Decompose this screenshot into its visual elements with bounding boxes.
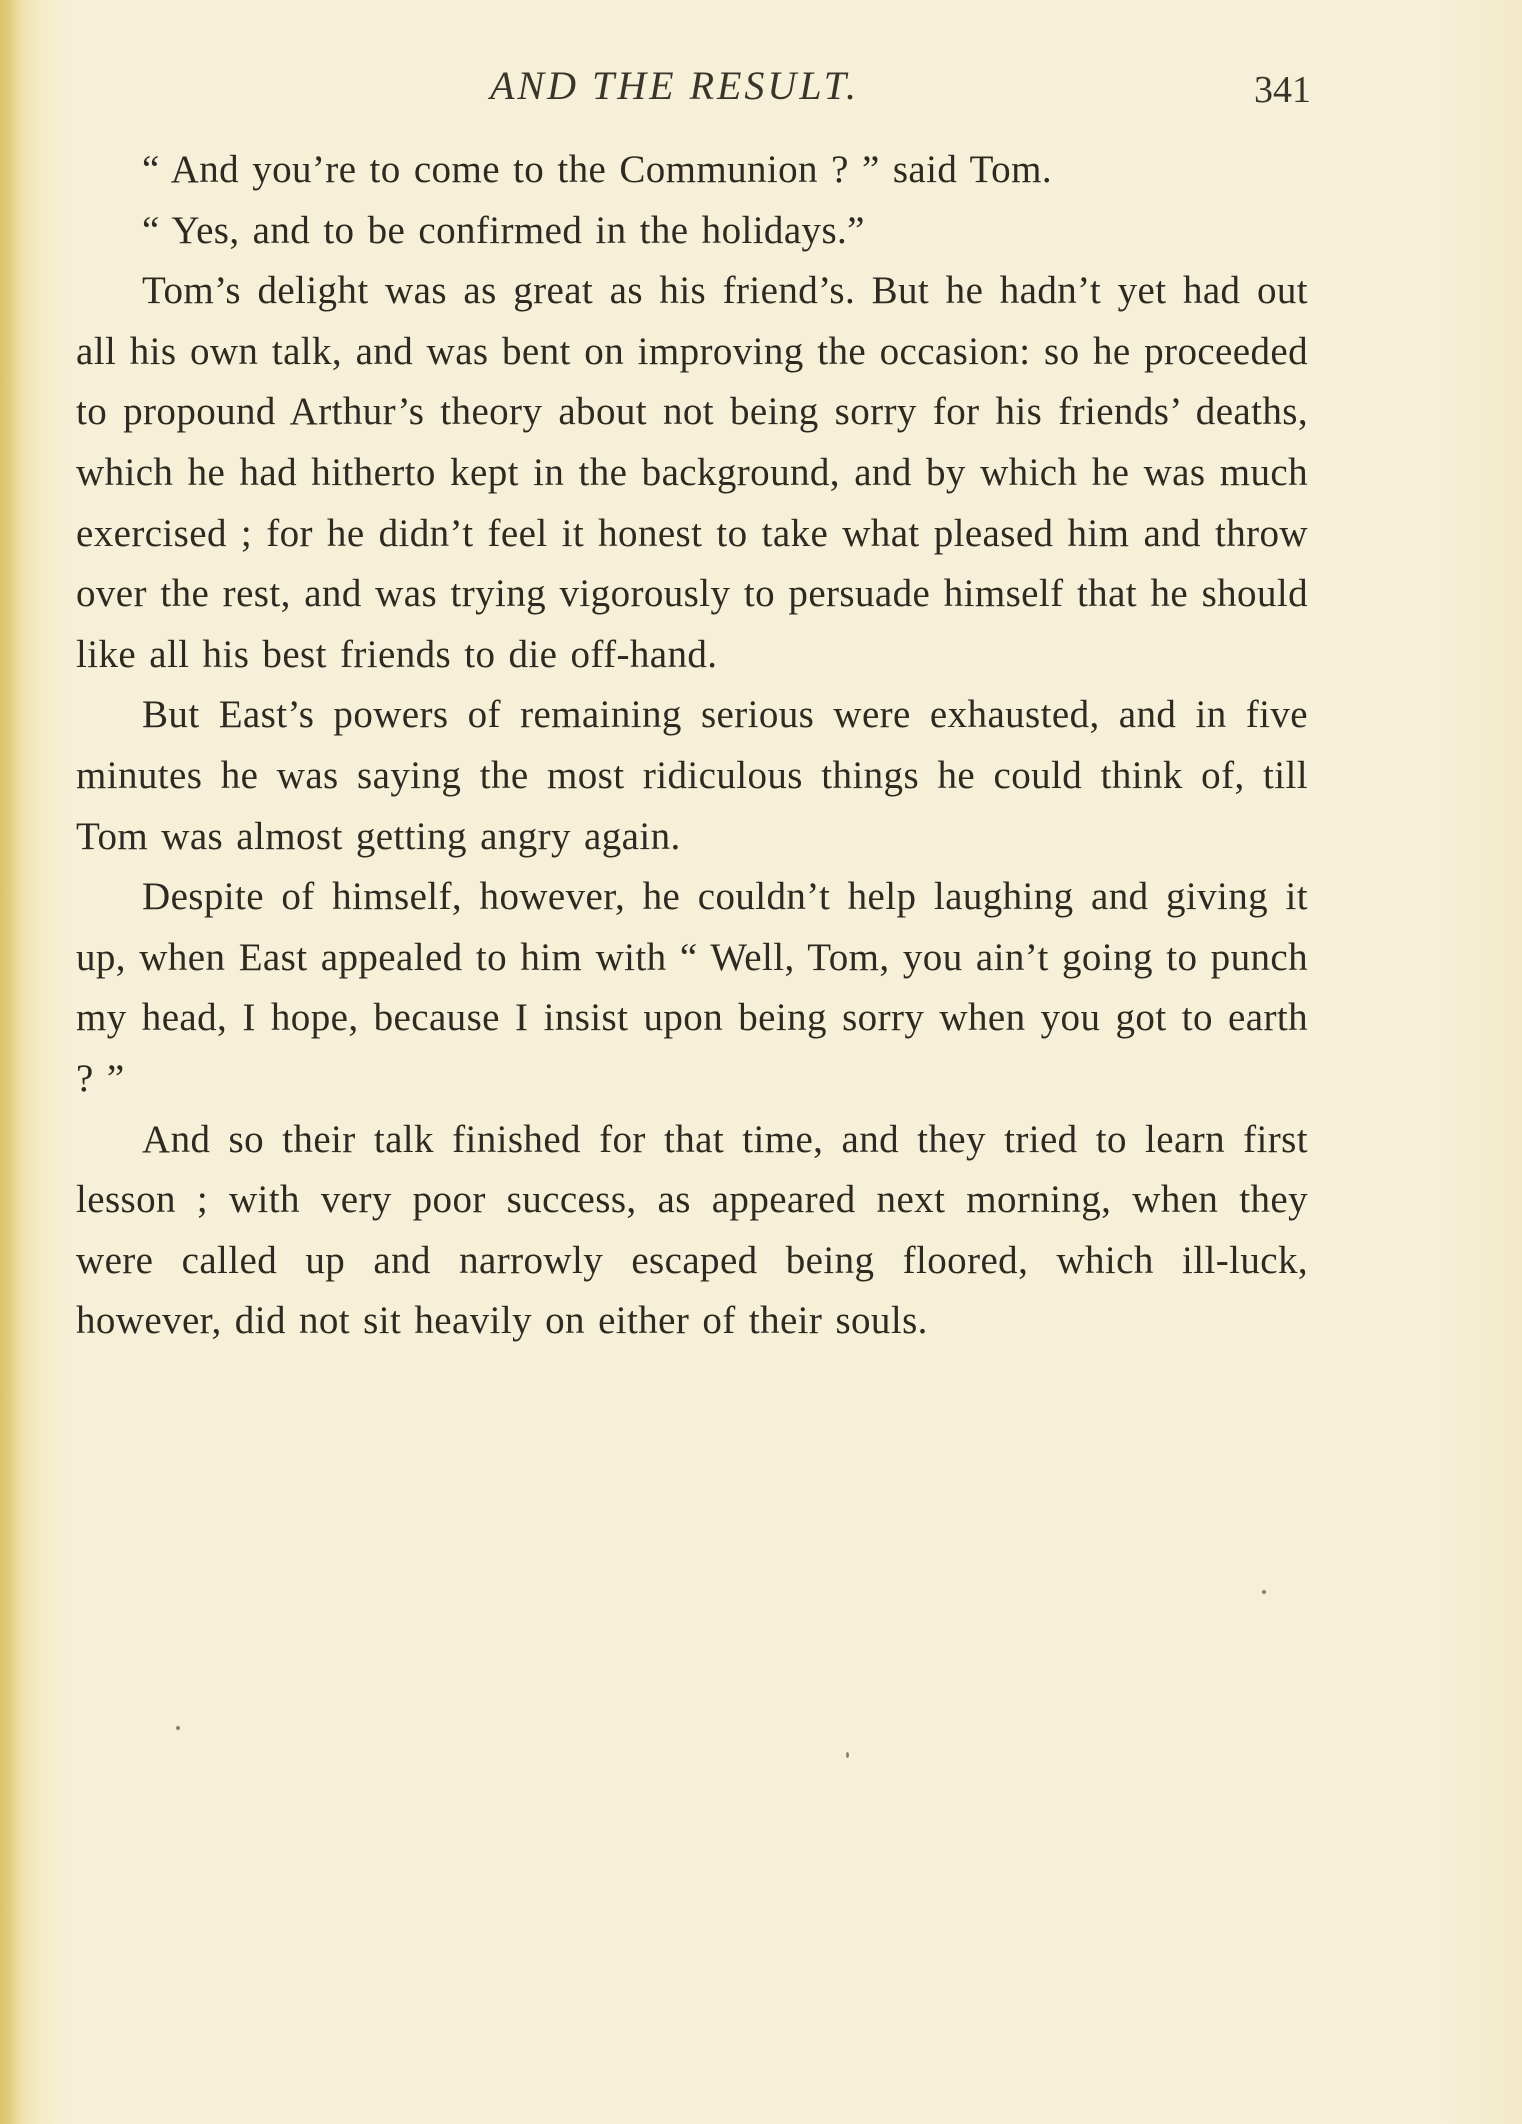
paragraph: “ And you’re to come to the Communion ? ” said Tom. [142, 148, 1052, 191]
running-head: AND THE RESULT. [490, 63, 860, 108]
page-number: 341 [1254, 69, 1311, 111]
paragraph: Tom’s delight was as great as his friend’s. But he hadn’t yet had out all his own talk, and was bent on improving the occasion: so he proceeded to propound Arthur’s theory about not being sorry for his friends’ deaths, which he had hitherto kept in the background, and by which he was much exercised ; for he didn’t feel it honest to take what pleased him and throw over the rest, and was trying vigorously to persuade himself that he should like all his best friends to die off-hand. [76, 269, 1308, 676]
paragraph: And so their talk finished for that time, and they tried to learn first lesson ; with very poor success, as appeared next morning, when they were called up and narrowly escaped being floored, which ill-luck, however, did not sit heavily on either of their souls. [76, 1117, 1308, 1343]
paper-speck [176, 1726, 180, 1730]
paragraph: Despite of himself, however, he couldn’t help laughing and giving it up, when East appealed to him with “ Well, Tom, you ain’t going to punch my head, I hope, because I insist upon being sorry when you got to earth ? ” [76, 875, 1308, 1100]
page-gutter-shadow [0, 0, 22, 2124]
paragraph: But East’s powers of remaining serious were exhausted, and in five minutes he was saying the most ridiculous things he could think of, till Tom was almost getting angry again. [76, 693, 1308, 858]
paper-speck [1262, 1590, 1266, 1594]
paper-speck [846, 1752, 849, 1758]
body-text [76, 140, 1308, 1352]
paragraph: “ Yes, and to be confirmed in the holidays.” [142, 208, 865, 252]
page-header [0, 62, 1522, 122]
